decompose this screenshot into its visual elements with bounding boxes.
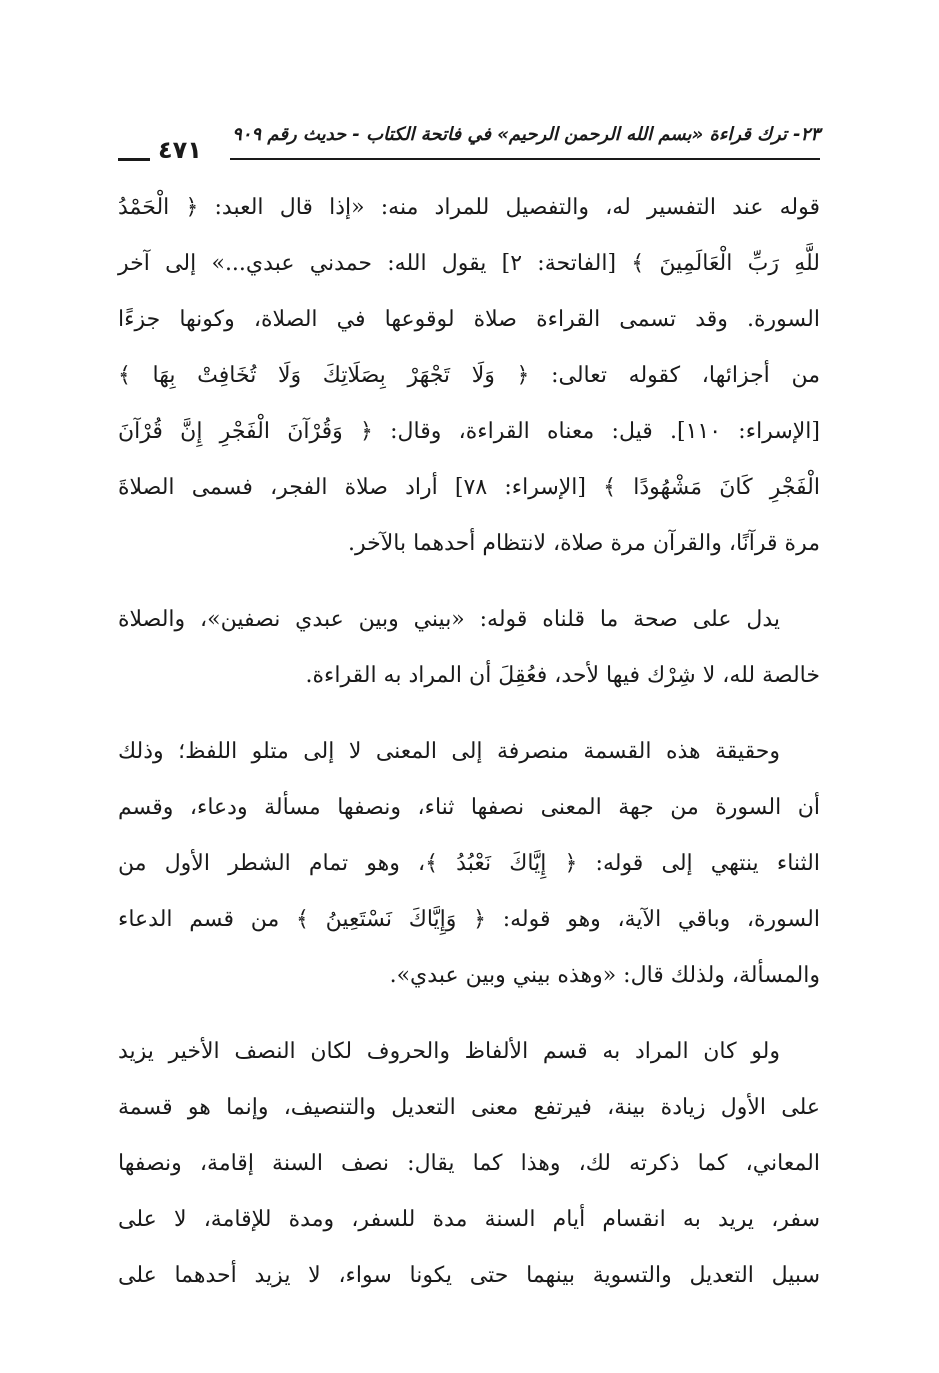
text-line: يدل على صحة ما قلناه قوله: «بيني وبين عبدي نصفين»، والصلاة bbox=[118, 607, 780, 632]
paragraph-gap bbox=[118, 704, 820, 724]
text-line: خالصة لله، لا شِرْك فيها لأحد، فعُقِلَ أن المراد به القراءة. bbox=[305, 663, 820, 688]
text-line: مرة قرآنًا، والقرآن مرة صلاة، لانتظام أحدهما بالآخر. bbox=[347, 531, 820, 556]
text-line: سبيل التعديل والتسوية بينهما حتى يكونا سواء، لا يزيد أحدهما على bbox=[118, 1263, 820, 1288]
text-line: سفر، يريد به انقسام أيام السنة مدة للسفر، ومدة للإقامة، لا على bbox=[118, 1207, 820, 1232]
text-line: وحقيقة هذه القسمة منصرفة إلى المعنى لا إلى متلو اللفظ؛ وذلك bbox=[118, 739, 780, 764]
running-title: ٢٣- ترك قراءة «بسم الله الرحمن الرحيم» في فاتحة الكتاب - حديث رقم ٩٠٩ bbox=[232, 124, 820, 145]
body-text bbox=[118, 180, 820, 1304]
text-line: من أجزائها، كقوله تعالى: ﴿ وَلَا تَجْهَرْ بِصَلَاتِكَ وَلَا تُخَافِتْ بِهَا ﴾ bbox=[118, 363, 820, 388]
page-header bbox=[118, 118, 820, 164]
page-number-dash bbox=[118, 158, 150, 161]
text-line: المعاني، كما ذكرته لك، وهذا كما يقال: نصف السنة إقامة، ونصفها bbox=[118, 1151, 820, 1176]
text-line: [الإسراء: ١١٠]. قيل: معناه القراءة، وقال: ﴿ وَقُرْآنَ الْفَجْرِ إِنَّ قُرْآنَ bbox=[118, 419, 820, 444]
text-line: السورة، وباقي الآية، وهو قوله: ﴿ وَإِيَّاكَ نَسْتَعِينُ ﴾ من قسم الدعاء bbox=[118, 907, 820, 932]
text-line: قوله عند التفسير له، والتفصيل للمراد منه: «إذا قال العبد: ﴿ الْحَمْدُ bbox=[118, 195, 820, 220]
header-rule bbox=[230, 158, 820, 160]
text-line: ولو كان المراد به قسم الألفاظ والحروف لكان النصف الأخير يزيد bbox=[118, 1039, 780, 1064]
page-number: ٤٧١ bbox=[158, 136, 202, 164]
paragraph-gap bbox=[118, 1004, 820, 1024]
paragraph-gap bbox=[118, 572, 820, 592]
text-line: السورة. وقد تسمى القراءة صلاة لوقوعها في الصلاة، وكونها جزءًا bbox=[118, 307, 820, 332]
text-line: للَّهِ رَبِّ الْعَالَمِينَ ﴾ [الفاتحة: ٢] يقول الله: حمدني عبدي...» إلى آخر bbox=[118, 251, 820, 276]
text-line: والمسألة، ولذلك قال: «وهذه بيني وبين عبدي». bbox=[389, 963, 820, 988]
text-line: الثناء ينتهي إلى قوله: ﴿ إِيَّاكَ نَعْبُدُ ﴾، وهو تمام الشطر الأول من bbox=[118, 851, 820, 876]
text-line: أن السورة من جهة المعنى نصفها ثناء، ونصفها مسألة ودعاء، وقسم bbox=[118, 795, 820, 820]
text-line: على الأول زيادة بينة، فيرتفع معنى التعديل والتنصيف، وإنما هو قسمة bbox=[118, 1095, 820, 1120]
text-line: الْفَجْرِ كَانَ مَشْهُودًا ﴾ [الإسراء: ٧٨] أراد صلاة الفجر، فسمى الصلاةَ bbox=[118, 475, 820, 500]
